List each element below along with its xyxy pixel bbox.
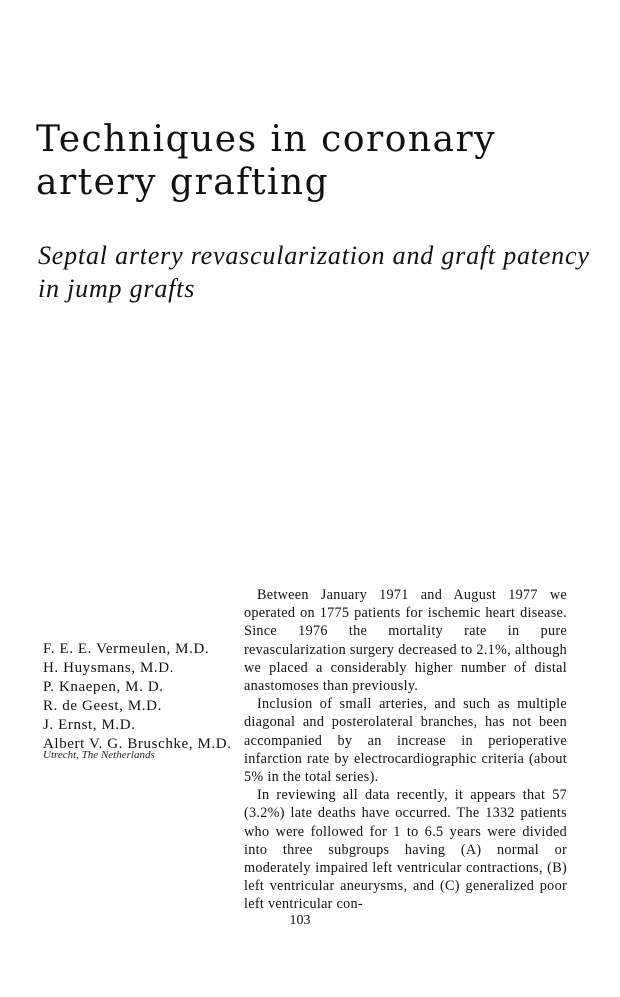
author-name: F. E. E. Vermeulen, M.D.: [43, 641, 210, 657]
body-paragraph: Between January 1971 and August 1977 we operated on 1775 patients for ischemic heart disease. Since 1976 the mortality rate in pure revascularization surgery decreased to 2.1%, although we placed a considerably higher number of distal anastomoses than previously.: [244, 587, 567, 695]
author-name: R. de Geest, M.D.: [43, 698, 162, 714]
author-name: Albert V. G. Bruschke, M.D.: [43, 736, 232, 752]
author-name: H. Huysmans, M.D.: [43, 660, 175, 676]
body-paragraph: In reviewing all data recently, it appears that 57 (3.2%) late deaths have occurred. The 1332 patients who were followed for 1 to 6.5 years were divided into three subgroups having (A) normal or moderately impaired left ventricular contractions, (B) left ventricular aneurysms, and (C) generalized poor left ventricular con-: [244, 787, 567, 913]
body-column: [244, 586, 567, 914]
author-name: P. Knaepen, M. D.: [43, 679, 164, 695]
page-number: 103: [289, 913, 311, 928]
author-list: [43, 640, 243, 754]
article-title: Techniques in coronary artery grafting: [36, 119, 497, 203]
author-affiliation: Utrecht, The Netherlands: [43, 749, 155, 761]
article-subtitle: Septal artery revascularization and graft patency in jump grafts: [38, 241, 590, 303]
author-name: J. Ernst, M.D.: [43, 717, 136, 733]
body-paragraph: Inclusion of small arteries, and such as multiple diagonal and posterolateral branches, has not been accompanied by an increase in perioperative infarction rate by electrocardiographic criteria (about 5% in the total series).: [244, 696, 567, 786]
